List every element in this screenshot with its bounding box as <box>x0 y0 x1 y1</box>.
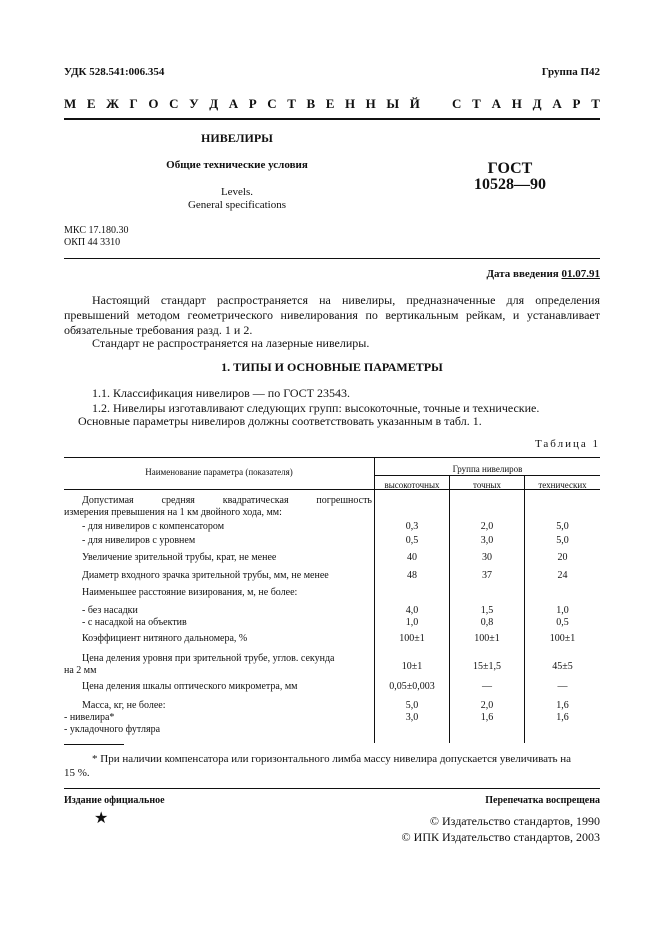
copyright-1990: © Издательство стандартов, 1990 <box>429 814 600 828</box>
table-row-label: на 2 мм <box>64 665 97 676</box>
group-code: Группа П42 <box>541 66 600 78</box>
official-edition: Издание официальное <box>64 795 165 806</box>
table-cell-value: 0,5 <box>405 535 419 546</box>
table-caption: Таблица 1 <box>534 438 600 450</box>
table-cell-value: 1,0 <box>405 617 419 628</box>
table-row-label: - для нивелиров с компенсатором <box>82 521 225 532</box>
header-rule <box>64 118 600 120</box>
table-row-label: - нивелира* <box>64 712 115 723</box>
footnote-line-2: 15 %. <box>64 767 90 779</box>
table-row-label: - с насадкой на объектив <box>82 617 187 628</box>
table-cell-value: 3,0 <box>405 712 419 723</box>
table-row-label: Диаметр входного зрачка зрительной трубы, мм, не менее <box>82 570 329 581</box>
item-1-2: 1.2. Нивелиры изготавливают следующих групп: высокоточные, точные и технические. <box>92 401 540 415</box>
banner-word-standard: С Т А Н Д А Р Т <box>452 96 600 111</box>
banner-word-interstate: М Е Ж Г О С У Д А Р С Т В Е Н Н Ы Й <box>64 96 420 111</box>
table-cell-value: 4,0 <box>405 605 419 616</box>
header-high-precision: высокоточных <box>384 480 440 490</box>
table-cell-value: 0,5 <box>556 617 569 628</box>
header-precision: точных <box>473 480 501 490</box>
intro-date-label: Дата введения <box>486 268 559 280</box>
table-cell-value: 0,05±0,003 <box>389 681 435 692</box>
table-row-label: Цена деления шкалы оптического микрометра, мм <box>82 681 298 692</box>
table-cell-value: 3,0 <box>480 535 494 546</box>
document-title: НИВЕЛИРЫ <box>201 131 273 145</box>
table-row-label: Масса, кг, не более: <box>82 700 166 711</box>
table-cell-value: — <box>482 681 492 692</box>
footnote-rule <box>64 744 124 745</box>
table-row-label: Коэффициент нитяного дальномера, % <box>82 633 248 644</box>
mks-code: МКС 17.180.30 <box>64 225 129 236</box>
table-cell-value: 24 <box>557 570 568 581</box>
table-cell-value: 1,6 <box>556 700 569 711</box>
okp-code: ОКП 44 3310 <box>64 237 121 248</box>
table-cell-value: 37 <box>482 570 492 581</box>
table-cell-value: 40 <box>407 552 417 563</box>
table-cell-value: 1,0 <box>556 605 569 616</box>
table-row-label: Допустимая средняя квадратическая погрешность <box>82 495 372 506</box>
table-row-label: - для нивелиров с уровнем <box>82 535 196 546</box>
header-technical: технических <box>538 480 587 490</box>
header-group: Группа нивелиров <box>452 464 523 474</box>
table-row-label: Наименьшее расстояние визирования, м, не более: <box>82 587 298 598</box>
table-cell-value: 30 <box>482 552 492 563</box>
intro-date-value: 01.07.91 <box>561 268 600 280</box>
gost-number: 10528—90 <box>474 176 546 193</box>
footnote-line-1: * При наличии компенсатора или горизонтального лимба массу нивелира допускается увеличивать на <box>92 753 572 765</box>
copyright-2003: © ИПК Издательство стандартов, 2003 <box>401 830 600 844</box>
english-title: Levels. <box>220 186 254 198</box>
table-row-label: измерения превышения на 1 км двойного хода, мм: <box>64 507 282 518</box>
table-row-label: Увеличение зрительной трубы, крат, не менее <box>82 552 277 563</box>
table-cell-value: 100±1 <box>399 633 425 644</box>
title-rule <box>64 258 600 259</box>
table-cell-value: 1,6 <box>480 712 494 723</box>
table-cell-value: 5,0 <box>556 535 569 546</box>
table-cell-value: 5,0 <box>405 700 419 711</box>
footer-rule <box>64 788 600 789</box>
table-cell-value: 100±1 <box>474 633 500 644</box>
exclusion-paragraph: Стандарт не распространяется на лазерные нивелиры. <box>92 336 370 350</box>
scope-paragraph: Настоящий стандарт распространяется на нивелиры, предназначенные для определения превышений методом геометрического нивелирования по вертикальным рейкам, и устанавливает обязательные требования разд. 1 и 2. <box>64 293 600 337</box>
table-cell-value: — <box>557 681 568 692</box>
item-1-1: 1.1. Классификация нивелиров — по ГОСТ 23543. <box>92 386 350 400</box>
gost-label: ГОСТ <box>487 160 533 177</box>
header-param: Наименование параметра (показателя) <box>145 467 293 477</box>
table-row-label: - без насадки <box>82 605 138 616</box>
table-subheader-rule <box>374 475 600 476</box>
section-heading: 1. ТИПЫ И ОСНОВНЫЕ ПАРАМЕТРЫ <box>221 360 443 374</box>
intro-date <box>486 268 600 280</box>
item-params: Основные параметры нивелиров должны соответствовать указанным в табл. 1. <box>78 414 482 428</box>
table-cell-value: 5,0 <box>556 521 569 532</box>
english-subtitle: General specifications <box>187 199 287 211</box>
table-cell-value: 45±5 <box>552 661 573 672</box>
table-cell-value: 2,0 <box>480 521 494 532</box>
table-cell-value: 0,8 <box>480 617 494 628</box>
table-cell-value: 15±1,5 <box>473 661 501 672</box>
table-cell-value: 2,0 <box>480 700 494 711</box>
standard-banner <box>64 96 600 112</box>
table-cell-value: 20 <box>557 552 568 563</box>
table-top-rule <box>64 457 600 458</box>
table-cell-value: 1,6 <box>556 712 569 723</box>
table-row-label: - укладочного футляра <box>64 724 161 735</box>
table-row-label: Цена деления уровня при зрительной трубе, углов. секунда <box>82 653 335 664</box>
star-icon: ★ <box>94 810 109 827</box>
table-cell-value: 1,5 <box>480 605 494 616</box>
udk-code: УДК 528.541:006.354 <box>64 66 165 78</box>
document-subtitle: Общие технические условия <box>166 159 308 171</box>
table-cell-value: 10±1 <box>401 661 423 672</box>
table-cell-value: 48 <box>407 570 417 581</box>
reprint-prohibited: Перепечатка воспрещена <box>485 795 600 806</box>
table-cell-value: 0,3 <box>405 521 419 532</box>
table-cell-value: 100±1 <box>549 633 576 644</box>
